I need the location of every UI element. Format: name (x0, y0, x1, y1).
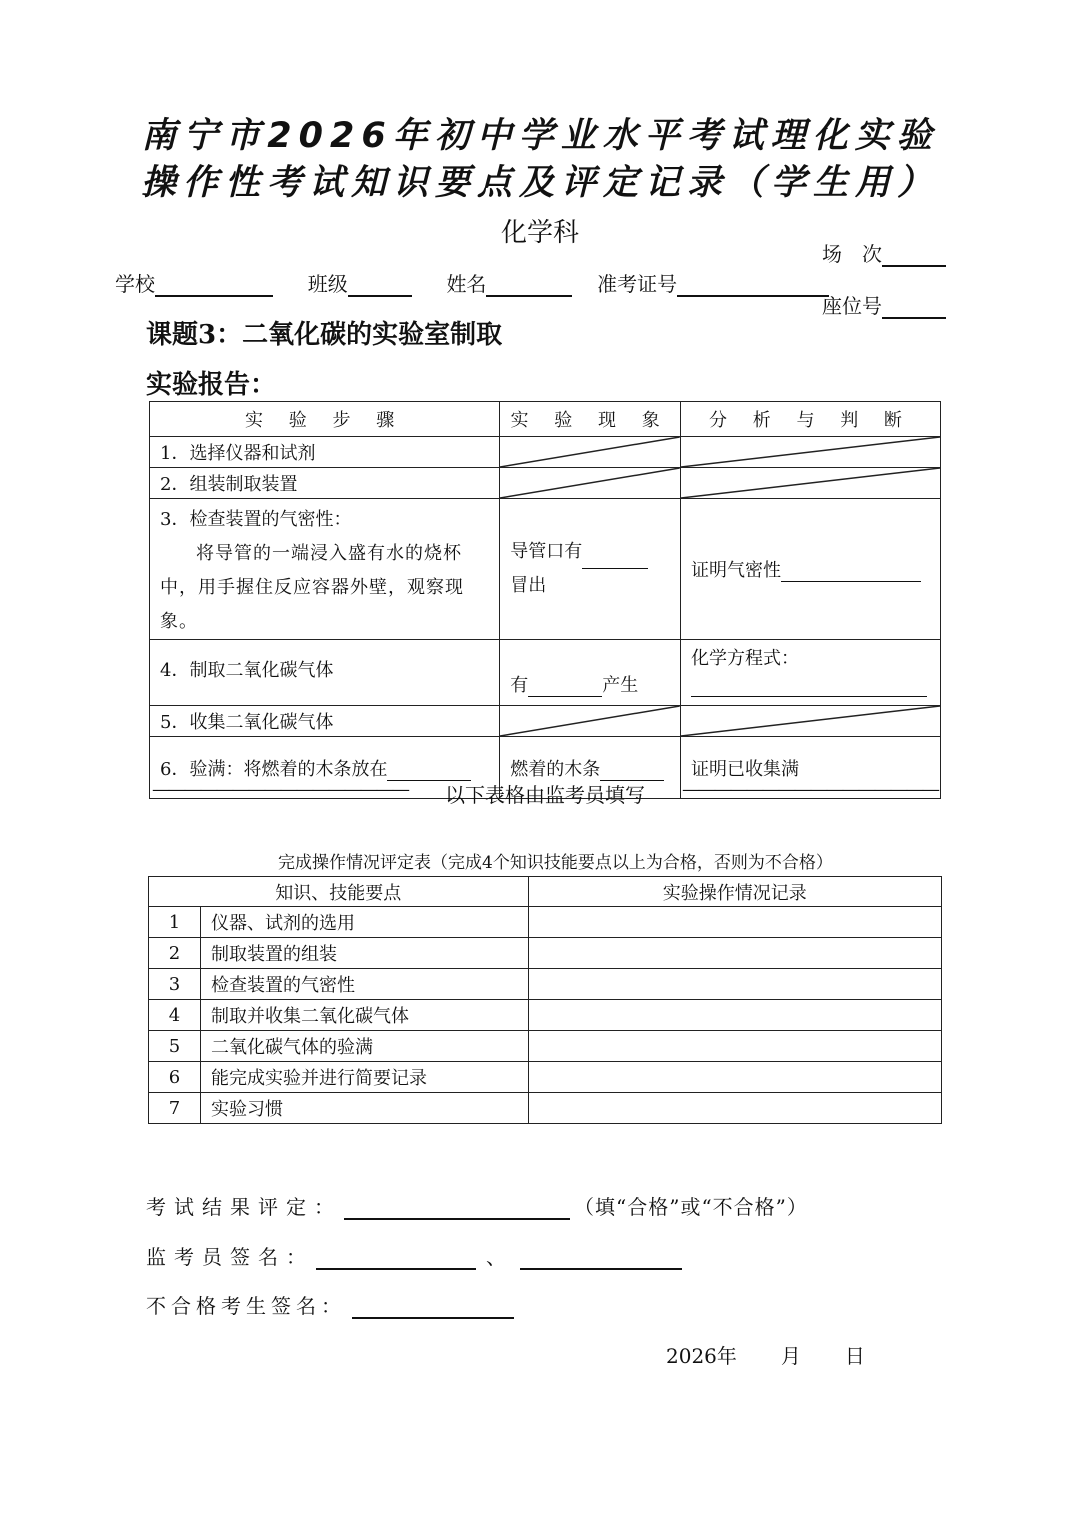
session-label: 场 次 (822, 242, 882, 266)
title-line-2: 操作性考试知识要点及评定记录（学生用） (140, 163, 939, 203)
class-label: 班级 (307, 272, 348, 296)
report-row-1 (150, 437, 941, 468)
step-3-detail: 将导管的一端浸入盛有水的烧杯中，用手握住反应容器外壁，观察现象。 (160, 543, 464, 632)
school-blank[interactable] (155, 273, 273, 297)
eval-row (149, 938, 942, 969)
topic-heading: 课题3：二氧化碳的实验室制取 (146, 320, 503, 350)
seat-blank[interactable] (882, 295, 946, 319)
result-hint: （填“合格”或“不合格”） (574, 1195, 808, 1219)
eval-caption: 完成操作情况评定表（完成4个知识技能要点以上为合格，否则为不合格） (278, 853, 833, 873)
title-line-1: 南宁市2026年初中学业水平考试理化实验 (141, 116, 939, 156)
eval-row (149, 1000, 942, 1031)
report-heading: 实验报告： (146, 370, 277, 400)
phenomenon-3-a: 导管口有 (510, 541, 583, 562)
analysis-3-blank[interactable] (781, 563, 921, 582)
eval-no: 2 (149, 938, 201, 969)
step-1: 1．选择仪器和试剂 (150, 437, 500, 468)
header-analysis: 分 析 与 判 断 (681, 402, 941, 437)
eval-record-cell[interactable] (528, 1062, 941, 1093)
eval-header-record: 实验操作情况记录 (528, 877, 941, 907)
exam-id-label: 准考证号 (597, 272, 678, 296)
phenomenon-3[interactable] (500, 499, 681, 640)
eval-header-points: 知识、技能要点 (149, 877, 529, 907)
fail-sign-blank[interactable] (352, 1295, 514, 1319)
analysis-3[interactable] (681, 499, 941, 640)
date-month: 月 (780, 1344, 801, 1368)
phenomenon-6-blank[interactable] (600, 762, 664, 781)
report-row-5 (150, 706, 941, 737)
eval-record-cell[interactable] (528, 969, 941, 1000)
eval-item: 二氧化碳气体的验满 (200, 1031, 528, 1062)
analysis-4[interactable] (681, 640, 941, 706)
phenomenon-6-a: 燃着的木条 (510, 758, 601, 780)
proctor-row (146, 1241, 682, 1270)
eval-row (149, 969, 942, 1000)
divider-text: 以下表格由监考员填写 (445, 783, 645, 807)
equation-blank[interactable] (691, 670, 927, 697)
eval-item: 能完成实验并进行简要记录 (200, 1062, 528, 1093)
eval-no: 6 (149, 1062, 201, 1093)
eval-no: 4 (149, 1000, 201, 1031)
step-6-label: 6．验满：将燃着的木条放在 (160, 758, 388, 780)
slashed-cell (681, 468, 941, 499)
eval-record-cell[interactable] (528, 907, 941, 938)
class-blank[interactable] (348, 273, 412, 297)
proctor-blank-1[interactable] (316, 1246, 476, 1270)
eval-no: 3 (149, 969, 201, 1000)
analysis-3-label: 证明气密性 (691, 560, 781, 581)
eval-header-row (149, 877, 942, 907)
eval-record-cell[interactable] (528, 1031, 941, 1062)
eval-no: 7 (149, 1093, 201, 1124)
eval-table (148, 876, 942, 1124)
proctor-divider (152, 779, 938, 808)
eval-row (149, 1062, 942, 1093)
phenomenon-4-b: 产生 (602, 675, 639, 696)
eval-item: 制取并收集二氧化碳气体 (200, 1000, 528, 1031)
eval-record-cell[interactable] (528, 1000, 941, 1031)
eval-item: 制取装置的组装 (200, 938, 528, 969)
equation-label: 化学方程式： (691, 648, 799, 669)
date-year: 2026年 (666, 1344, 737, 1368)
report-row-4 (150, 640, 941, 706)
phenomenon-3-b: 冒出 (510, 575, 547, 596)
result-blank[interactable] (344, 1196, 570, 1220)
date-row (666, 1340, 865, 1369)
eval-row (149, 1031, 942, 1062)
slashed-cell (500, 437, 681, 468)
name-label: 姓名 (446, 272, 487, 296)
eval-row (149, 907, 942, 938)
step-2: 2．组装制取装置 (150, 468, 500, 499)
phenomenon-4-blank[interactable] (528, 678, 602, 697)
eval-item: 仪器、试剂的选用 (200, 907, 528, 938)
phenomenon-3-blank[interactable] (582, 550, 648, 569)
slashed-cell (681, 706, 941, 737)
result-label: 考试结果评定： (146, 1195, 342, 1219)
phenomenon-4-a: 有 (510, 675, 529, 696)
date-day: 日 (844, 1344, 865, 1368)
session-blank[interactable] (882, 243, 946, 267)
header-steps: 实 验 步 骤 (150, 402, 500, 437)
report-row-3 (150, 499, 941, 640)
analysis-6: 证明已收集满 (681, 737, 941, 799)
eval-item: 实验习惯 (200, 1093, 528, 1124)
eval-no: 1 (149, 907, 201, 938)
fail-sign-row (146, 1290, 514, 1319)
eval-item: 检查装置的气密性 (200, 969, 528, 1000)
student-info-row (115, 268, 829, 297)
eval-record-cell[interactable] (528, 938, 941, 969)
step-6-blank[interactable] (387, 762, 471, 781)
exam-id-blank[interactable] (677, 273, 829, 297)
header-phenomenon: 实 验 现 象 (500, 402, 681, 437)
session-field[interactable] (822, 238, 946, 267)
proctor-blank-2[interactable] (520, 1246, 682, 1270)
subject-heading: 化学科 (500, 218, 579, 248)
step-4: 4．制取二氧化碳气体 (150, 640, 500, 706)
result-row (146, 1191, 808, 1220)
step-3 (150, 499, 500, 640)
report-row-2 (150, 468, 941, 499)
seat-field[interactable] (822, 290, 946, 319)
eval-row (149, 1093, 942, 1124)
report-table (149, 401, 941, 799)
step-3-label: 3．检查装置的气密性： (160, 509, 352, 530)
slashed-cell (500, 468, 681, 499)
step-5: 5．收集二氧化碳气体 (150, 706, 500, 737)
slashed-cell (500, 706, 681, 737)
phenomenon-4[interactable] (500, 640, 681, 706)
eval-record-cell[interactable] (528, 1093, 941, 1124)
eval-no: 5 (149, 1031, 201, 1062)
school-label: 学校 (115, 272, 155, 296)
seat-label: 座位号 (822, 294, 882, 318)
report-header-row (150, 402, 941, 437)
slashed-cell (681, 437, 941, 468)
name-blank[interactable] (486, 273, 572, 297)
proctor-label: 监考员签名： (146, 1245, 314, 1269)
fail-sign-label: 不合格考生签名： (146, 1294, 346, 1318)
proctor-sep: 、 (486, 1245, 514, 1269)
divider-dash-right: ———————————————— (682, 779, 938, 800)
divider-dash-left: ———————————————— (152, 779, 408, 800)
